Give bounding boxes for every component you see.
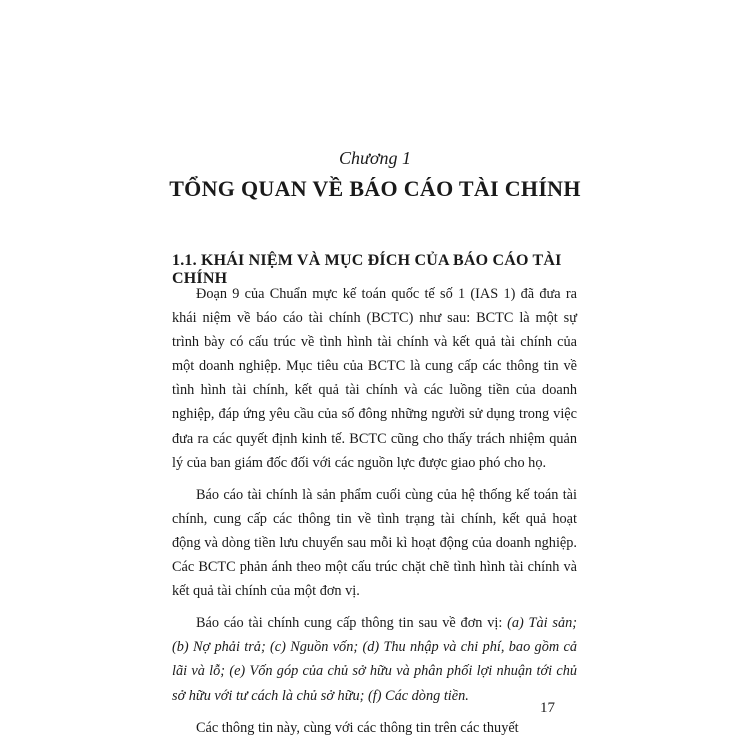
paragraph-2: Báo cáo tài chính là sản phẩm cuối cùng của hệ thống kế toán tài chính, cung cấp các thông tin về tình trạng tài chính, kết quả hoạt động và dòng tiền lưu chuyển sau mỗi kì hoạt động của doanh nghiệp. Các BCTC phản ánh theo một cấu trúc chặt chẽ tình hình tài chính và kết quả tài chính của một đơn vị. (172, 486, 577, 600)
page-number: 17 (540, 700, 555, 716)
body-text (172, 282, 577, 740)
chapter-label: Chương 1 (339, 148, 411, 168)
paragraph-3-lead: Báo cáo tài chính cung cấp thông tin sau về đơn vị: (196, 615, 508, 632)
paragraph-3-items: (a) Tài sản; (b) Nợ phải trả; (c) Nguồn vốn; (d) Thu nhập và chi phí, bao gồm cả lãi và lỗ; (e) Vốn góp của chủ sở hữu và phân phối lợi nhuận tới chủ sở hữu với tư cách là chủ sở hữu; (f) Các dòng tiền. (172, 615, 578, 704)
paragraph-1: Đoạn 9 của Chuẩn mực kế toán quốc tế số 1 (IAS 1) đã đưa ra khái niệm về báo cáo tài chính (BCTC) như sau: BCTC là một sự trình bày có cấu trúc về tình hình tài chính và kết quả tài chính của một doanh nghiệp. Mục tiêu của BCTC là cung cấp các thông tin về tình hình tài chính, kết quả tài chính và các luồng tiền của doanh nghiệp, đáp ứng yêu cầu của số đông những người sử dụng trong việc đưa ra các quyết định kinh tế. BCTC cũng cho thấy trách nhiệm quản lý của ban giám đốc đối với các nguồn lực được giao phó cho họ. (172, 286, 577, 471)
section-heading: 1.1. KHÁI NIỆM VÀ MỤC ĐÍCH CỦA BÁO CÁO TÀI CHÍNH (172, 252, 562, 287)
chapter-title: TỔNG QUAN VỀ BÁO CÁO TÀI CHÍNH (169, 176, 581, 201)
paragraph-3 (172, 611, 577, 707)
paragraph-4: Các thông tin này, cùng với các thông tin trên các thuyết (196, 719, 519, 736)
